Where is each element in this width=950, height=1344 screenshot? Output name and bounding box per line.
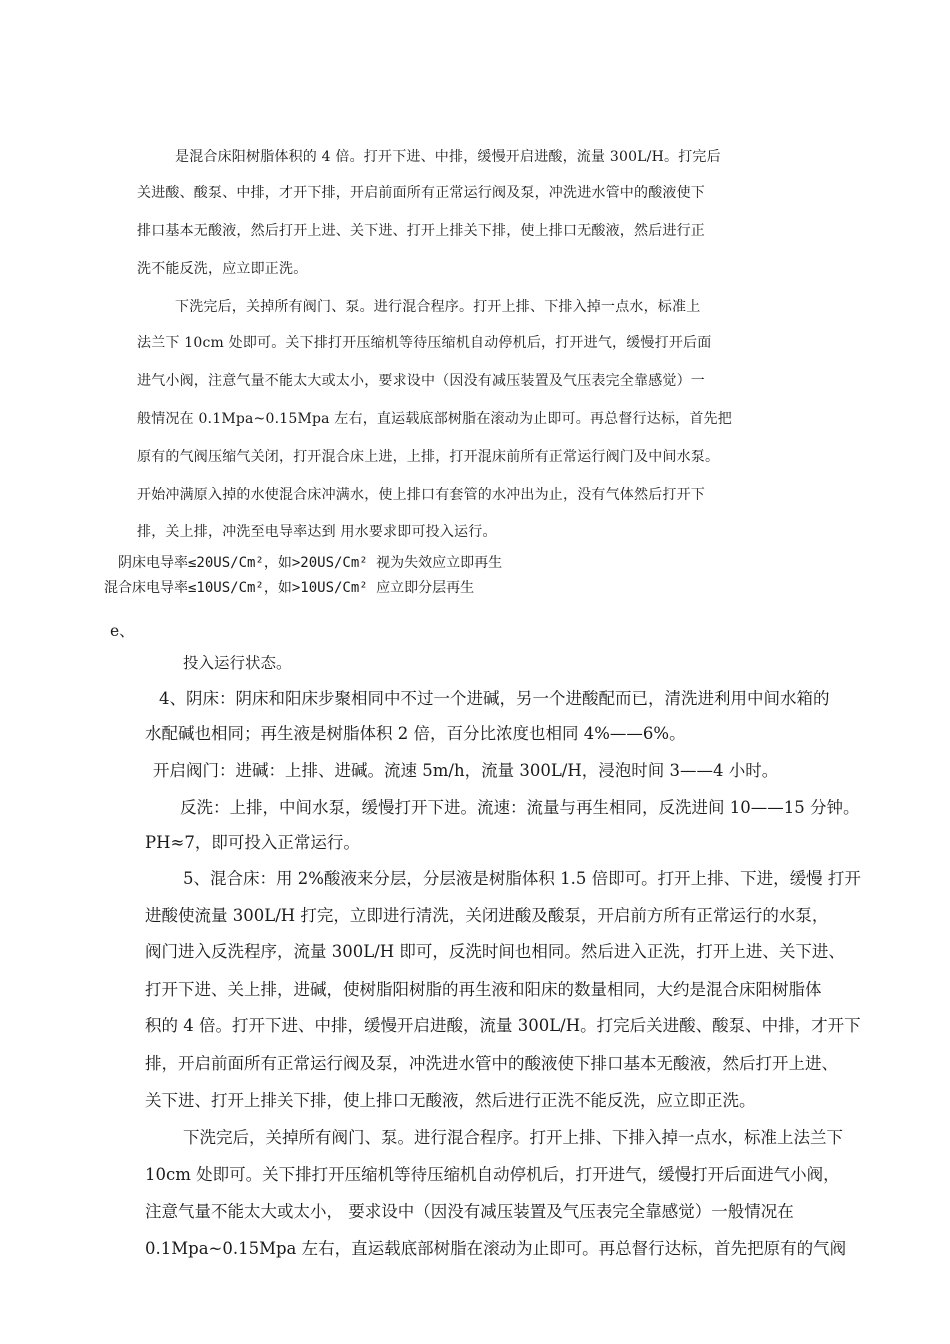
mid-line-3: 开启阀门：进碱：上排、进碱。流速 5m/h，流量 300L/H，浸泡时间 3——4 小时。 — [153, 761, 779, 780]
top-line-1: 关进酸、酸泵、中排，才开下排，开启前面所有正常运行阀及泵，冲洗进水管中的酸液使下 — [137, 185, 705, 201]
bottom-line-4: 积的 4 倍。打开下进、中排，缓慢开启进酸，流量 300L/H。打完后关进酸、酸泵、中排，才开下 — [145, 1016, 861, 1035]
mid-line-1: 4、阴床：阴床和阳床步聚相同中不过一个进碱，另一个进酸配而已，清洗进利用中间水箱的 — [159, 689, 830, 708]
top-line-2: 排口基本无酸液，然后打开上进、关下进、打开上排关下排，使上排口无酸液，然后进行正 — [137, 223, 705, 239]
bottom-line-7: 下洗完后，关掉所有阀门、泵。进行混合程序。打开上排、下排入掉一点水，标准上法兰下 — [183, 1128, 843, 1147]
top-line-10: 排，关上排，冲洗至电导率达到 用水要求即可投入运行。 — [137, 524, 497, 540]
bottom-line-1: 进酸使流量 300L/H 打完，立即进行清洗，关闭进酸及酸泵，开启前方所有正常运行的水泵， — [145, 906, 829, 925]
top-line-6: 进气小阀，注意气量不能太大或太小，要求设中（因没有减压装置及气压表完全靠感觉）一 — [137, 373, 705, 389]
bottom-line-5: 排，开启前面所有正常运行阀及泵，冲洗进水管中的酸液使下排口基本无酸液，然后打开上进、 — [145, 1054, 838, 1073]
bottom-line-9: 注意气量不能太大或太小， 要求设中（因没有减压装置及气压表完全靠感觉）一般情况在 — [145, 1202, 794, 1221]
top-line-3: 洗不能反洗，应立即正洗。 — [137, 261, 308, 277]
top-line-8: 原有的气阀压缩气关闭，打开混合床上进，上排，打开混床前所有正常运行阀门及中间水泵。 — [137, 449, 720, 465]
conductivity-line-0: 阴床电导率≤20US/Cm²，如>20US/Cm² 视为失效应立即再生 — [118, 555, 503, 571]
mid-line-5: PH≈7，即可投入正常运行。 — [145, 833, 360, 852]
bottom-line-8: 10cm 处即可。关下排打开压缩机等待压缩机自动停机后，打开进气，缓慢打开后面进气小阀， — [145, 1165, 840, 1184]
bottom-line-10: 0.1Mpa~0.15Mpa 左右，直运载底部树脂在滚动为止即可。再总督行达标，首先把原有的气阀 — [145, 1239, 847, 1258]
mid-line-4: 反洗：上排，中间水泵，缓慢打开下进。流速：流量与再生相同，反洗进间 10——15 分钟。 — [180, 798, 860, 817]
top-line-4: 下洗完后，关掉所有阀门、泵。进行混合程序。打开上排、下排入掉一点水，标准上 — [175, 299, 701, 315]
mid-line-2: 水配碱也相同；再生液是树脂体积 2 倍，百分比浓度也相同 4%——6%。 — [145, 724, 686, 743]
top-line-9: 开始冲满原入掉的水使混合床冲满水，使上排口有套管的水冲出为止，没有气体然后打开下 — [137, 487, 705, 503]
bottom-line-3: 打开下进、关上排，进碱，使树脂阳树脂的再生液和阳床的数量相同，大约是混合床阳树脂体 — [145, 980, 822, 999]
conductivity-line-1: 混合床电导率≤10US/Cm²，如>10US/Cm² 应立即分层再生 — [104, 580, 475, 596]
bottom-line-0: 5、混合床：用 2%酸液来分层，分层液是树脂体积 1.5 倍即可。打开上排、下进，缓慢 打开 — [183, 869, 861, 888]
bottom-line-2: 阀门进入反洗程序，流量 300L/H 即可，反洗时间也相同。然后进入正洗，打开上进、关下进、 — [145, 942, 845, 961]
section-marker: e、 — [110, 622, 135, 640]
top-line-0: 是混合床阳树脂体积的 4 倍。打开下进、中排，缓慢开启进酸，流量 300L/H。打完后 — [175, 149, 721, 165]
mid-line-0: 投入运行状态。 — [183, 654, 292, 672]
top-line-7: 般情况在 0.1Mpa~0.15Mpa 左右，直运载底部树脂在滚动为止即可。再总督行达标，首先把 — [137, 411, 732, 427]
top-line-5: 法兰下 10cm 处即可。关下排打开压缩机等待压缩机自动停机后，打开进气，缓慢打开后面 — [137, 335, 712, 351]
bottom-line-6: 关下进、打开上排关下排，使上排口无酸液，然后进行正洗不能反洗，应立即正洗。 — [145, 1091, 756, 1110]
